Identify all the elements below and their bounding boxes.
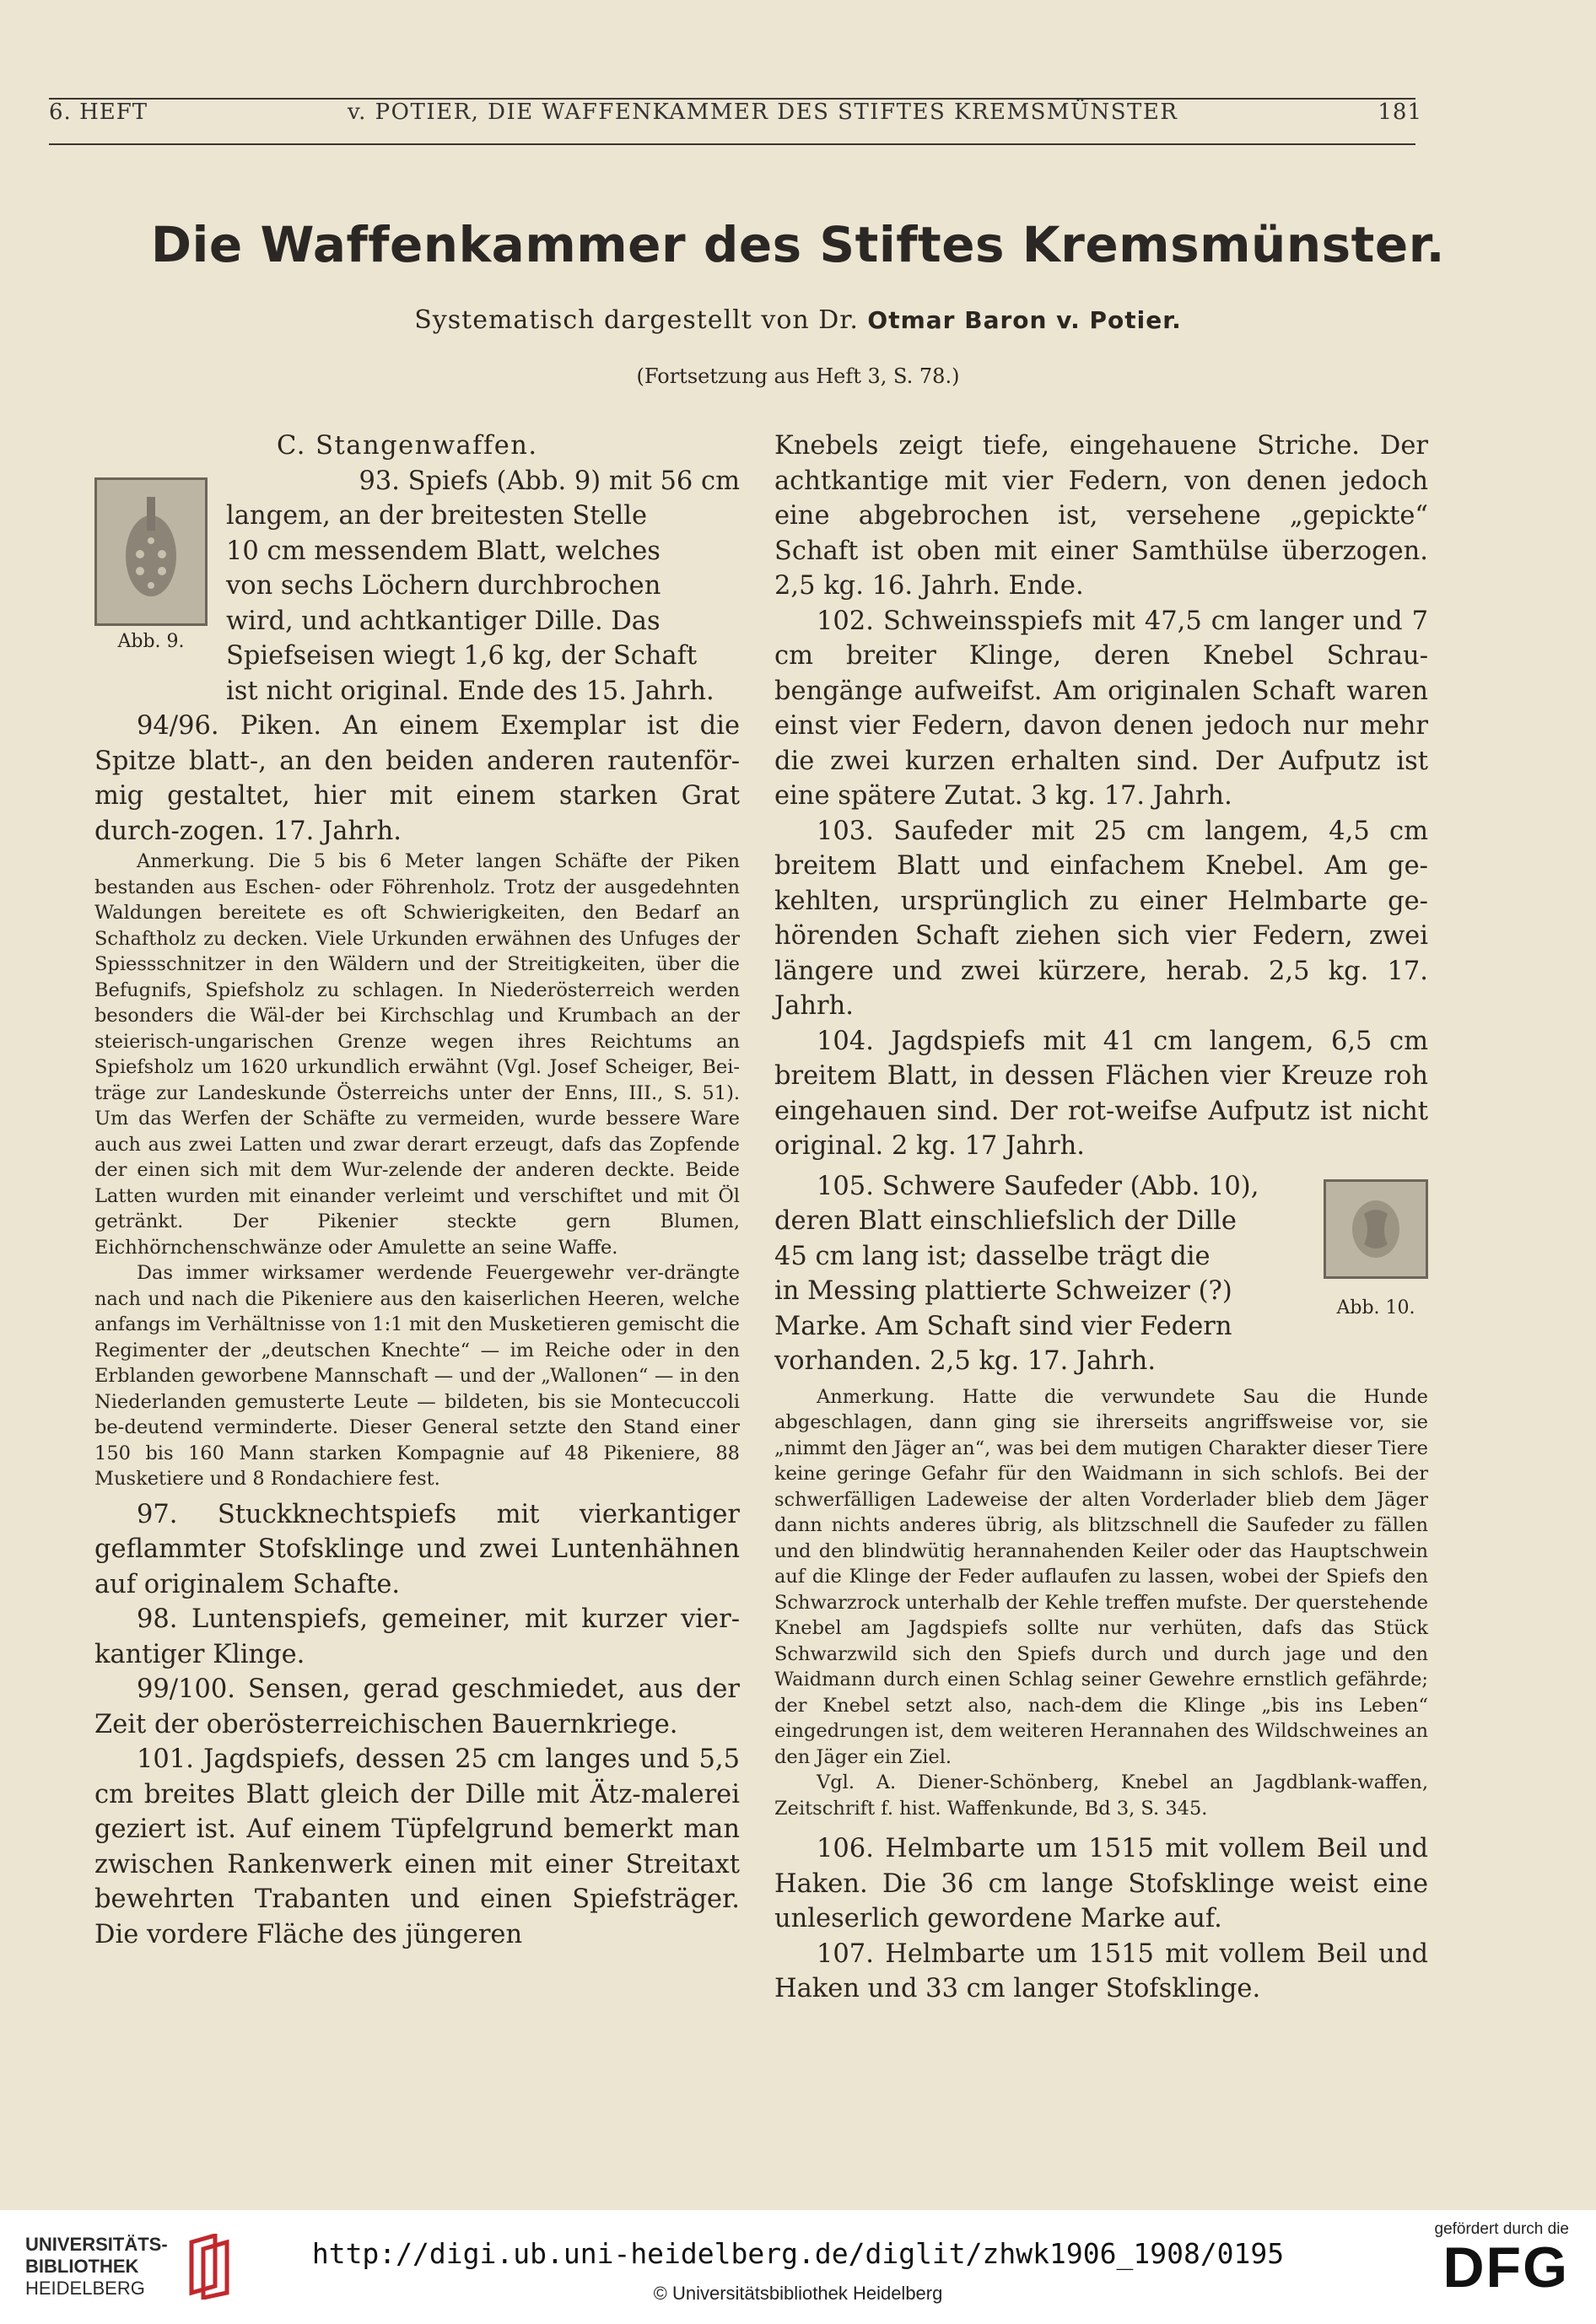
item-102: 102. Schweinsspiefs mit 47,5 cm langer und 7 cm breiter Klinge, deren Knebel Schrau-bengänge aufweifst. Am originalen Schaft waren einst vier Federn, davon denen jedoch nur mehr die zwei kurzen erhalten sind. Der Aufputz ist eine spätere Zutat. 3 kg. 17. Jahrh. (774, 606, 1428, 811)
article-title: Die Waffenkammer des Stiftes Kremsmünster. (150, 216, 1446, 273)
item-105-line-3: 45 cm lang ist; dasselbe trägt die (774, 1241, 1210, 1271)
boar-spear-mark-photo-icon (1334, 1189, 1418, 1270)
section-heading: C. Stangenwaffen. (277, 431, 538, 461)
library-name-line-3: HEIDELBERG (25, 2278, 145, 2299)
running-head-title: v. POTIER, DIE WAFFENKAMMER DES STIFTES KREMSMÜNSTER (348, 100, 1178, 125)
running-head (49, 100, 1422, 125)
item-104: 104. Jagdspiefs mit 41 cm langem, 6,5 cm breitem Blatt, in dessen Flächen vier Kreuze roh eingehauen sind. Der rot-weifse Aufputz ist nicht original. 2 kg. 17 Jahrh. (774, 1026, 1428, 1161)
item-105 (774, 1169, 1305, 1379)
library-name-line-1: UNIVERSITÄTS- (25, 2234, 168, 2255)
footnote-reference: Vgl. A. Diener-Schönberg, Knebel an Jagdblank-waffen, Zeitschrift f. hist. Waffenkunde, Bd 3, S. 345. (774, 1771, 1428, 1820)
spear-head-photo-icon (105, 488, 197, 615)
fig10-block (774, 1169, 1428, 1379)
continuation-note: (Fortsetzung aus Heft 3, S. 78.) (636, 364, 960, 388)
item-105-line-1: 105. Schwere Saufeder (Abb. 10), (817, 1171, 1259, 1201)
fig9-figure (94, 464, 208, 709)
item-94-96: 94/96. Piken. An einem Exemplar ist die Spitze blatt-, an den beiden anderen rautenför-mig gestaltet, hier mit einem starken Grat durch-zogen. 17. Jahrh. (94, 711, 740, 846)
item-105-line-5: Marke. Am Schaft sind vier Federn (774, 1311, 1232, 1341)
header-rule (49, 143, 1415, 145)
page-number: 181 (1378, 100, 1422, 125)
fig9-block (94, 464, 740, 709)
author-name: Otmar Baron v. Potier. (867, 306, 1182, 334)
byline-prefix: Systematisch dargestellt von Dr. (414, 305, 868, 335)
item-106: 106. Helmbarte um 1515 mit vollem Beil und Haken. Die 36 cm lange Stofsklinge weist eine unleserlich gewordene Marke auf. (774, 1834, 1428, 1933)
footnote-boar: Anmerkung. Hatte die verwundete Sau die Hunde abgeschlagen, dann ging sie ihrerseits angriffsweise vor, sie „nimmt den Jäger an“, was bei dem mutigen Charakter dieser Tiere keine geringe Gefahr für den Waidmann in sich schlofs. Bei der schwerfälligen Ladeweise der alten Vorderlader blieb dem Jäger dann nichts anderes übrig, als blitzschnell die Saufeder zu fällen und den blindwütig herannahenden Keiler oder das Hauptschwein auf die Klinge der Feder auflaufen zu lassen, wobei der Spiefs den Schwarzrock unterhalb der Kehle treffen mufste. Der querstehende Knebel am Jagdspiefs sollte nur verhüten, dafs das Stück Schwarzwild sich den Spiefs durch und durch jage und den Waidmann durch einen Schlag seiner Gewehre ernstlich gefährde; der Knebel setzt also, nach-dem die Klinge „bis ins Leben“ eingedrungen ist, dem weiteren Herannahen des Wildschweines an den Jäger ein Ziel. (774, 1385, 1428, 1768)
footnote-firearms: Das immer wirksamer werdende Feuergewehr ver-drängte nach und nach die Pikeniere aus den kaiserlichen Heeren, welche anfangs im Verhältnisse von 1:1 mit den Musketieren gemischt die Regimenter der „deutschen Knechte“ — im Reiche oder in den Erblanden geworbene Mannschaft — und der „Wallonen“ — in den Niederlanden gemusterte Leute — bildeten, bis sie Montecuccoli be-deutend verminderte. Dieser General setzte den Stand einer 150 bis 160 Mann starken Kompagnie auf 48 Pikeniere, 88 Musketiere und 8 Rondachiere fest. (94, 1262, 740, 1490)
item-105-line-4: in Messing plattierte Schweizer (?) (774, 1276, 1232, 1306)
right-column (774, 429, 1428, 2007)
item-93 (226, 464, 740, 709)
dfg-logo (1400, 2220, 1569, 2300)
item-107: 107. Helmbarte um 1515 mit vollem Beil und Haken und 33 cm langer Stofsklinge. (774, 1938, 1428, 2003)
library-name-line-2: BIBLIOTHEK (25, 2256, 139, 2277)
left-column (94, 429, 740, 1952)
item-105-line-2: deren Blatt einschliefslich der Dille (774, 1206, 1237, 1236)
running-head-issue: 6. HEFT (49, 100, 148, 125)
fig10-image (1324, 1179, 1428, 1279)
fig10-figure (1324, 1169, 1428, 1379)
item-101-continued: Knebels zeigt tiefe, eingehauene Striche. Der achtkantige mit vier Federn, von denen jedoch eine abgebrochen ist, versehene „gepickte“ Schaft ist oben mit einer Samthülse überzogen. 2,5 kg. 16. Jahrh. Ende. (774, 431, 1428, 601)
fig9-caption: Abb. 9. (117, 630, 185, 652)
item-93-line-3: 10 cm messendem Blatt, welches (226, 536, 661, 566)
item-93-line-5: wird, und achtkantiger Dille. Das (226, 606, 661, 636)
item-103: 103. Saufeder mit 25 cm langem, 4,5 cm breitem Blatt und einfachem Knebel. Am ge-kehlten, ursprünglich zu einer Helmbarte ge-hörenden Schaft ziehen sich vier Federn, zwei längere und zwei kürzere, herab. 2,5 kg. 17. Jahrh. (774, 816, 1428, 1021)
item-97: 97. Stuckknechtspiefs mit vierkantiger geflammter Stofsklinge und zwei Luntenhähnen auf originalem Schafte. (94, 1499, 740, 1599)
permalink[interactable]: http://digi.ub.uni-heidelberg.de/diglit/zhwk1906_1908/0195 (311, 2237, 1285, 2270)
item-93-line-6: Spiefseisen wiegt 1,6 kg, der Schaft (226, 641, 698, 671)
funding-note: gefördert durch die (1434, 2220, 1569, 2238)
copyright-notice: © Universitätsbibliothek Heidelberg (653, 2283, 943, 2304)
item-105-line-6: vorhanden. 2,5 kg. 17. Jahrh. (774, 1346, 1157, 1376)
item-93-line-7: ist nicht original. Ende des 15. Jahrh. (226, 676, 714, 706)
fig10-caption: Abb. 10. (1336, 1297, 1415, 1318)
item-93-line-1: 93. Spiefs (Abb. 9) mit 56 cm (359, 466, 740, 496)
item-93-line-2: langem, an der breitesten Stelle (226, 501, 648, 531)
item-98: 98. Luntenspiefs, gemeiner, mit kurzer vier-kantiger Klinge. (94, 1604, 740, 1669)
footnote-pikes: Anmerkung. Die 5 bis 6 Meter langen Schäfte der Piken bestanden aus Eschen- oder Föhrenholz. Trotz der ausgedehnten Waldungen bereitete es oft Schwierigkeiten, den Bedarf an Schaftholz zu decken. Viele Urkunden erwähnen des Unfuges der Spiessschnitzer in den Wäldern und der Streitigkeiten, über die Befugnifs, Spiefsholz zu schlagen. In Niederösterreich werden besonders die Wäl-der bei Kirchschlag und Krumbach an der steierisch-ungarischen Grenze wegen ihres Reichtums an Spiefsholz um 1620 urkundlich erwähnt (Vgl. Josef Scheiger, Bei-träge zur Landeskunde Österreichs unter der Enns, III., S. 51). Um das Werfen der Schäfte zu vermeiden, wurde bessere Ware auch aus zwei Latten und zwar derart erzeugt, dafs das Zopfende der einen sich mit dem Wur-zelende der anderen deckte. Beide Latten wurden mit einander verleimt und verschiftet und mit Öl getränkt. Der Pikenier steckte gern Blumen, Eichhörnchenschwänze oder Amulette an seine Waffe. (94, 850, 740, 1259)
item-93-line-4: von sechs Löchern durchbrochen (226, 571, 661, 601)
item-101: 101. Jagdspiefs, dessen 25 cm langes und 5,5 cm breites Blatt gleich der Dille mit Ätz-malerei geziert ist. Auf einem Tüpfelgrund bemerkt man zwischen Rankenwerk einen mit einer Streitaxt bewehrten Trabanten und einen Spiefsträger. Die vordere Fläche des jüngeren (94, 1744, 740, 1949)
item-99-100: 99/100. Sensen, gerad geschmiedet, aus der Zeit der oberösterreichischen Bauernkriege. (94, 1674, 740, 1739)
byline (0, 305, 1596, 335)
dfg-wordmark: DFG (1442, 2235, 1569, 2300)
fig9-image (94, 477, 208, 626)
